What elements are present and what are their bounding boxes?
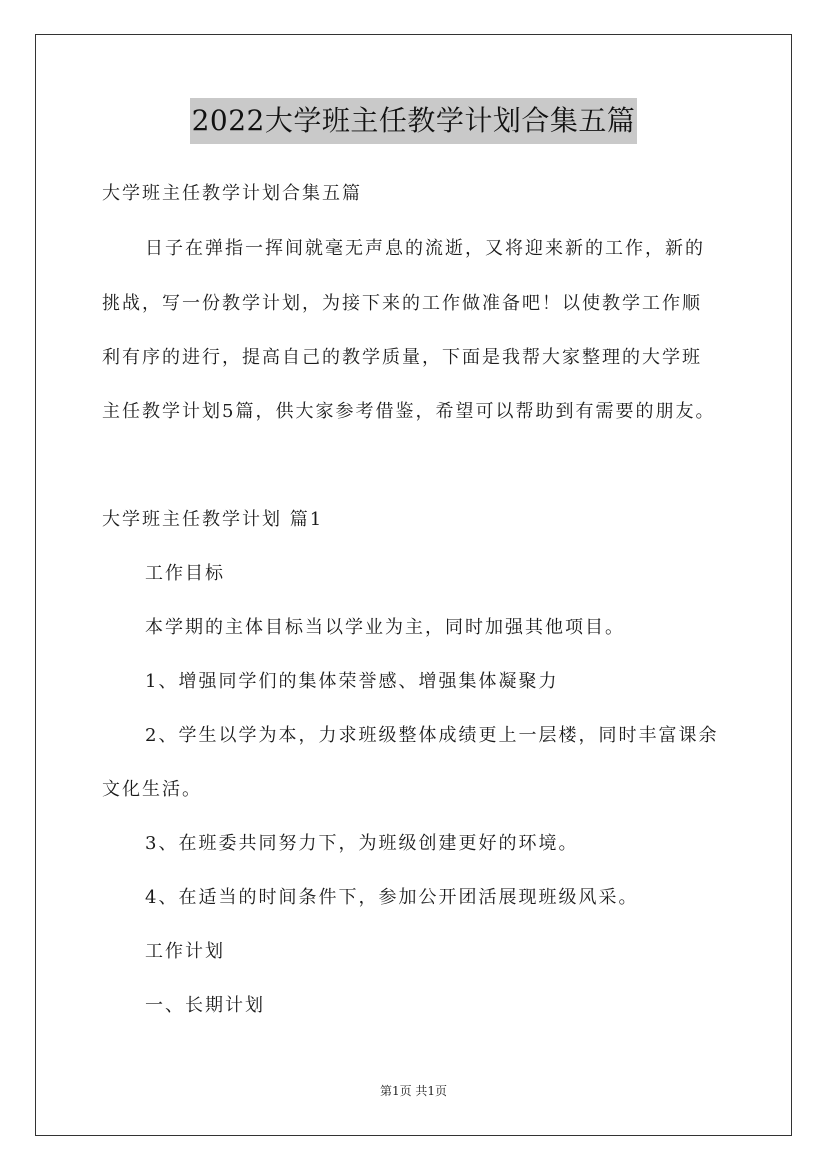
goal-item-1: 1、增强同学们的集体荣誉感、增强集体凝聚力 <box>145 671 559 692</box>
title-wrapper <box>0 98 827 144</box>
work-plan-heading: 工作计划 <box>145 941 225 962</box>
goal-summary: 本学期的主体目标当以学业为主，同时加强其他项目。 <box>145 617 625 638</box>
intro-line-1: 日子在弹指一挥间就毫无声息的流逝，又将迎来新的工作，新的 <box>145 238 705 259</box>
long-term-plan-heading: 一、长期计划 <box>145 995 265 1016</box>
document-subtitle: 大学班主任教学计划合集五篇 <box>102 183 362 204</box>
goal-item-2-line-2: 文化生活。 <box>102 779 202 800</box>
goal-item-2-line-1: 2、学生以学为本，力求班级整体成绩更上一层楼，同时丰富课余 <box>145 725 719 746</box>
section-heading: 大学班主任教学计划 篇1 <box>102 509 324 530</box>
goal-item-4: 4、在适当的时间条件下，参加公开团活展现班级风采。 <box>145 887 639 908</box>
intro-line-2: 挑战，写一份教学计划，为接下来的工作做准备吧！以使教学工作顺 <box>102 293 702 314</box>
work-goal-heading: 工作目标 <box>145 563 225 584</box>
intro-line-3: 利有序的进行，提高自己的教学质量，下面是我帮大家整理的大学班 <box>102 347 702 368</box>
goal-item-3: 3、在班委共同努力下，为班级创建更好的环境。 <box>145 833 579 854</box>
intro-line-4: 主任教学计划5篇，供大家参考借鉴，希望可以帮助到有需要的朋友。 <box>102 401 716 422</box>
document-title: 2022大学班主任教学计划合集五篇 <box>190 98 638 144</box>
page-footer: 第1页 共1页 <box>379 1084 448 1098</box>
